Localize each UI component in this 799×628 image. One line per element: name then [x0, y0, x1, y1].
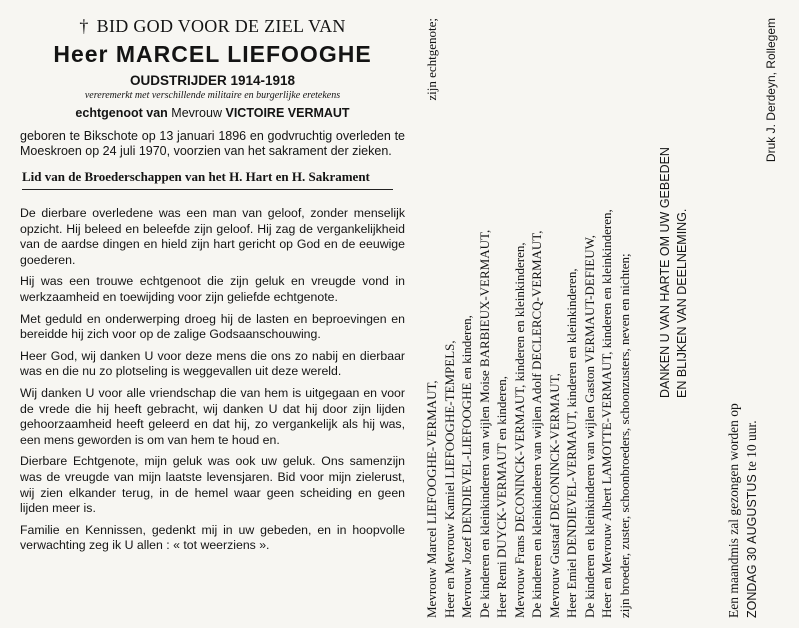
- membership-line: Lid van de Broederschappen van het H. Hart en H. Sakrament: [22, 169, 370, 184]
- family-line-text: Heer Emiel DENDIEVEL-VERMAUT, kinderen en kleinkinderen,: [564, 268, 579, 618]
- family-line-text: Heer Remi DUYCK-VERMAUT en kinderen,: [494, 375, 509, 618]
- paragraph: Familie en Kennissen, gedenkt mij in uw gebeden, en in hoopvolle verwachting zeg ik U allen : « tot weerziens ».: [20, 522, 405, 553]
- family-line: [441, 18, 459, 618]
- family-line: [598, 18, 616, 618]
- family-line-relation: zijn echtgenote;: [424, 18, 439, 101]
- memorial-text: [20, 206, 405, 554]
- family-list: [423, 18, 633, 618]
- spouse-name: VICTOIRE VERMAUT: [225, 106, 350, 120]
- left-panel: [20, 10, 405, 622]
- family-line: [458, 18, 476, 618]
- family-line: [493, 18, 511, 618]
- family-line-text: Heer en Mevrouw Albert LAMOTTE-VERMAUT, kinderen en kleinkinderen,: [599, 209, 614, 618]
- family-line: [581, 18, 599, 618]
- veteran-title: OUDSTRIJDER 1914-1918: [129, 73, 296, 88]
- printer-credit: Druk J. Derdeyn, Rollegem: [764, 18, 778, 163]
- prayer-heading: [20, 16, 405, 37]
- paragraph: Hij was een trouwe echtgenoot die zijn geluk en vreugde vond in werkzaamheid en toewijding voor zijn geliefde echtgenote.: [20, 274, 405, 304]
- family-line: [476, 18, 494, 618]
- family-line-text: De kinderen en kleinkinderen van wijlen Moise BARBIEUX-VERMAUT,: [476, 229, 492, 618]
- family-line-text: Mevrouw Frans DECONINCK-VERMAUT, kinderen en kleinkinderen,: [511, 242, 527, 618]
- cross-icon: †: [79, 16, 89, 36]
- family-line-text: De kinderen en kleinkinderen van wijlen Gaston VERMAUT-DEFIEUW,: [581, 235, 597, 618]
- family-line: [511, 18, 529, 618]
- family-line: [563, 18, 581, 618]
- family-line-text: Mevrouw Jozef DENDIEVEL-LIEFOOGHE en kinderen,: [459, 315, 474, 618]
- deceased-name: Heer MARCEL LIEFOOGHE: [53, 41, 372, 67]
- family-line: [616, 18, 634, 618]
- birth-death-text: geboren te Bikschote op 13 januari 1896 en godvruchtig overleden te Moeskroen op 24 juli 1970, voorzien van het sakrament der zieken.: [20, 129, 405, 158]
- family-line-text: Mevrouw Gustaaf DECONINCK-VERMAUT,: [546, 373, 562, 618]
- paragraph: Heer God, wij danken U voor deze mens die ons zo nabij en dierbaar was en die nu zo plotseling is weggevallen uit deze wereld.: [20, 348, 405, 379]
- thanks-block: [657, 18, 691, 618]
- family-line: [546, 18, 564, 618]
- thanks-line: DANKEN U VAN HARTE OM UW GEBEDEN: [658, 147, 672, 398]
- paragraph: Wij danken U voor alle vriendschap die van hem is uitgegaan en voor de vrede die hij heeft gebracht, wij danken U dat hij door zijn lijden gehoorzaamheid heeft geleerd en dat hij, zo vergankelijk als hij was, een mens geworden is om van hem te houd en.: [20, 385, 405, 447]
- family-line: [528, 18, 546, 618]
- family-line-text: Heer en Mevrouw Kamiel LIEFOOGHE-TEMPELS,: [441, 340, 457, 618]
- family-line-text: zijn broeder, zuster, schoonbroeders, schoonzusters, neven en nichten;: [616, 253, 632, 618]
- divider: [22, 189, 393, 190]
- honours-line: vereremerkt met verschillende militaire en burgerlijke eretekens: [84, 90, 341, 101]
- family-line-text: Mevrouw Marcel LIEFOOGHE-VERMAUT,: [424, 380, 439, 618]
- prayer-heading-text: BID GOD VOOR DE ZIEL VAN: [96, 16, 346, 36]
- mass-day: ZONDAG 30: [745, 547, 759, 618]
- mass-time: te 10 uur.: [744, 420, 759, 471]
- paragraph: Dierbare Echtgenote, mijn geluk was ook uw geluk. Ons samenzijn was de vreugde van mijn laatste levensjaren. Bid voor mijn zielerust, wij zien elkander terug, in de hemel waar geen scheiding en geen lijden meer is.: [20, 454, 405, 516]
- mass-announcement: [725, 18, 761, 618]
- spouse-mid: Mevrouw: [171, 106, 222, 120]
- spouse-prefix: echtgenoot van: [75, 106, 168, 120]
- thanks-line: EN BLIJKEN VAN DEELNEMING.: [675, 208, 689, 398]
- paragraph: De dierbare overledene was een man van geloof, zonder menselijk opzicht. Hij beleed en beleefde zijn geloof. Hij zag de vergankelijkheid van de aardse dingen en hield zijn hart gericht op God en de eeuwige goederen.: [20, 206, 405, 267]
- right-panel-rotated: [423, 18, 778, 618]
- spouse-line: [20, 106, 405, 120]
- mass-month: AUGUSTUS: [745, 474, 759, 544]
- mass-line: Een maandmis zal gezongen worden op: [726, 403, 741, 618]
- mass-line: [743, 18, 761, 618]
- paragraph: Met geduld en onderwerping droeg hij de lasten en beproevingen en bereidde hij zich voor op de zalige Godsaanschouwing.: [20, 311, 405, 342]
- family-line: [423, 18, 441, 618]
- family-line-text: De kinderen en kleinkinderen van wijlen Adolf DECLERCQ-VERMAUT,: [529, 230, 544, 618]
